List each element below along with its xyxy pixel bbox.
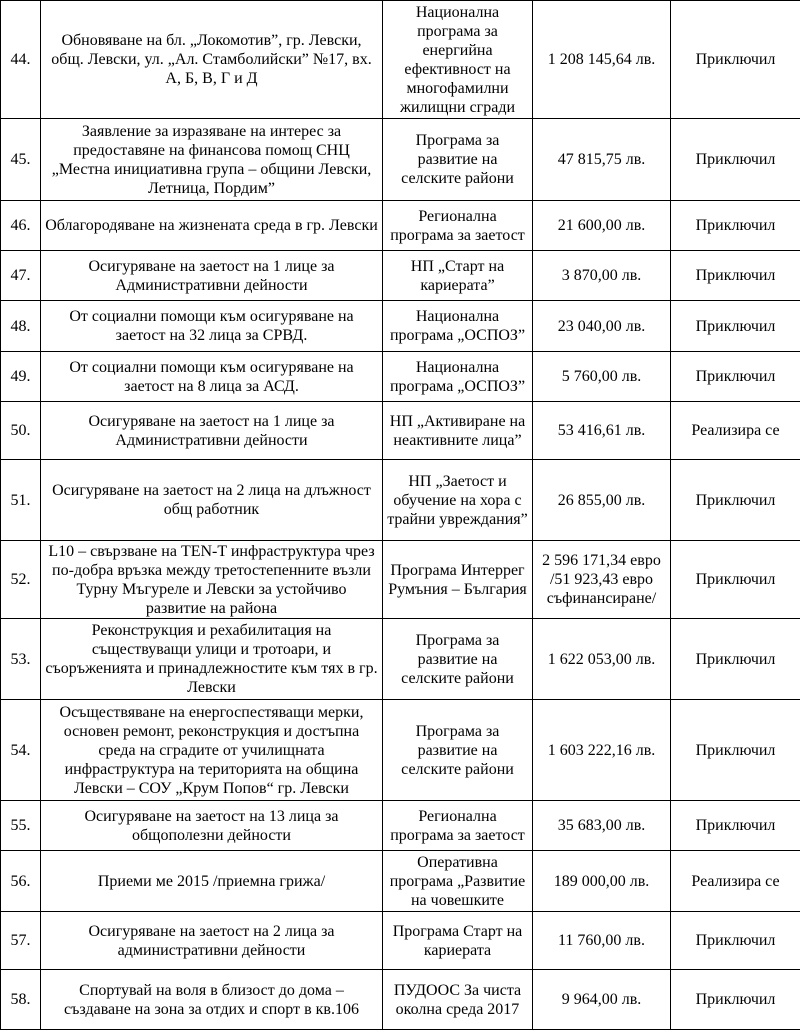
amount: 11 760,00 лв. (533, 912, 671, 970)
status: Приключил (671, 201, 800, 251)
amount: 1 208 145,64 лв. (533, 1, 671, 119)
program-name: Национална програма „ОСПОЗ” (383, 301, 533, 352)
row-number: 54. (1, 700, 41, 801)
amount: 1 622 053,00 лв. (533, 619, 671, 700)
amount: 53 416,61 лв. (533, 402, 671, 460)
status: Реализира се (671, 402, 800, 460)
program-name: Програма за развитие на селските райони (383, 119, 533, 201)
status: Приключил (671, 119, 800, 201)
amount: 47 815,75 лв. (533, 119, 671, 201)
table-row (1, 352, 800, 402)
amount: 3 870,00 лв. (533, 251, 671, 301)
status: Приключил (671, 912, 800, 970)
status: Приключил (671, 460, 800, 541)
amount: 2 596 171,34 евро /51 923,43 евро съфинансиране/ (533, 541, 671, 619)
table-row (1, 1, 800, 119)
program-name: Национална програма „ОСПОЗ” (383, 352, 533, 402)
row-number: 53. (1, 619, 41, 700)
program-name: НП „Активиране на неактивните лица” (383, 402, 533, 460)
row-number: 57. (1, 912, 41, 970)
row-number: 51. (1, 460, 41, 541)
amount: 23 040,00 лв. (533, 301, 671, 352)
row-number: 45. (1, 119, 41, 201)
status: Приключил (671, 251, 800, 301)
program-name: НП „Старт на кариерата” (383, 251, 533, 301)
row-number: 58. (1, 970, 41, 1030)
program-name: Програма Старт на кариерата (383, 912, 533, 970)
table-row (1, 700, 800, 801)
project-title: Заявление за изразяване на интерес за предоставяне на финансова помощ СНЦ „Местна инициативна група – общини Левски, Летница, Пордим” (41, 119, 383, 201)
status: Приключил (671, 700, 800, 801)
program-name: НП „Заетост и обучение на хора с трайни увреждания” (383, 460, 533, 541)
status: Приключил (671, 970, 800, 1030)
table-row (1, 119, 800, 201)
program-name: Програма за развитие на селските райони (383, 700, 533, 801)
amount: 35 683,00 лв. (533, 801, 671, 851)
status: Приключил (671, 541, 800, 619)
row-number: 44. (1, 1, 41, 119)
status: Приключил (671, 352, 800, 402)
project-title: Спортувай на воля в близост до дома – създаване на зона за отдих и спорт в кв.106 (41, 970, 383, 1030)
table-row (1, 801, 800, 851)
row-number: 56. (1, 851, 41, 912)
row-number: 49. (1, 352, 41, 402)
table-row (1, 251, 800, 301)
amount: 21 600,00 лв. (533, 201, 671, 251)
status: Приключил (671, 301, 800, 352)
status: Приключил (671, 801, 800, 851)
amount: 9 964,00 лв. (533, 970, 671, 1030)
table-row (1, 619, 800, 700)
row-number: 48. (1, 301, 41, 352)
amount: 189 000,00 лв. (533, 851, 671, 912)
project-title: L10 – свързване на TEN-T инфраструктура чрез по-добра връзка между третостепенните възли Турну Мъгуреле и Левски за устойчиво развитие на района (41, 541, 383, 619)
row-number: 50. (1, 402, 41, 460)
status: Приключил (671, 1, 800, 119)
program-name: Програма Интеррег Румъния – България (383, 541, 533, 619)
program-name: Национална програма за енергийна ефективност на многофамилни жилищни сгради (383, 1, 533, 119)
project-title: Приеми ме 2015 /приемна грижа/ (41, 851, 383, 912)
project-title: Осигуряване на заетост на 1 лице за Административни дейности (41, 251, 383, 301)
project-title: Осъществяване на енергоспестяващи мерки, основен ремонт, реконструкция и достъпна среда на сградите от училищната инфраструктура на територията на община Левски – СОУ „Крум Попов“ гр. Левски (41, 700, 383, 801)
amount: 26 855,00 лв. (533, 460, 671, 541)
row-number: 47. (1, 251, 41, 301)
project-title: Осигуряване на заетост на 13 лица за общополезни дейности (41, 801, 383, 851)
project-title: Реконструкция и рехабилитация на съществуващи улици и тротоари, и съоръженията и принадлежностите към тях в гр. Левски (41, 619, 383, 700)
project-title: Осигуряване на заетост на 2 лица на длъжност общ работник (41, 460, 383, 541)
table-row (1, 912, 800, 970)
status: Приключил (671, 619, 800, 700)
table-row (1, 201, 800, 251)
amount: 1 603 222,16 лв. (533, 700, 671, 801)
program-name: Оперативна програма „Развитие на човешките (383, 851, 533, 912)
table-row (1, 402, 800, 460)
row-number: 55. (1, 801, 41, 851)
table-row (1, 541, 800, 619)
row-number: 46. (1, 201, 41, 251)
amount: 5 760,00 лв. (533, 352, 671, 402)
program-name: Регионална програма за заетост (383, 801, 533, 851)
row-number: 52. (1, 541, 41, 619)
project-title: Осигуряване на заетост на 1 лице за Административни дейности (41, 402, 383, 460)
project-title: Обновяване на бл. „Локомотив”, гр. Левски, общ. Левски, ул. „Ал. Стамболийски” №17, вх. А, Б, В, Г и Д (41, 1, 383, 119)
project-title: От социални помощи към осигуряване на заетост на 8 лица за АСД. (41, 352, 383, 402)
table-row (1, 851, 800, 912)
table-row (1, 301, 800, 352)
project-title: Облагородяване на жизнената среда в гр. Левски (41, 201, 383, 251)
program-name: Програма за развитие на селските райони (383, 619, 533, 700)
table-row (1, 460, 800, 541)
table-row (1, 970, 800, 1030)
project-title: От социални помощи към осигуряване на заетост на 32 лица за СРВД. (41, 301, 383, 352)
program-name: ПУДООС За чиста околна среда 2017 (383, 970, 533, 1030)
project-title: Осигуряване на заетост на 2 лица за административни дейности (41, 912, 383, 970)
program-name: Регионална програма за заетост (383, 201, 533, 251)
status: Реализира се (671, 851, 800, 912)
